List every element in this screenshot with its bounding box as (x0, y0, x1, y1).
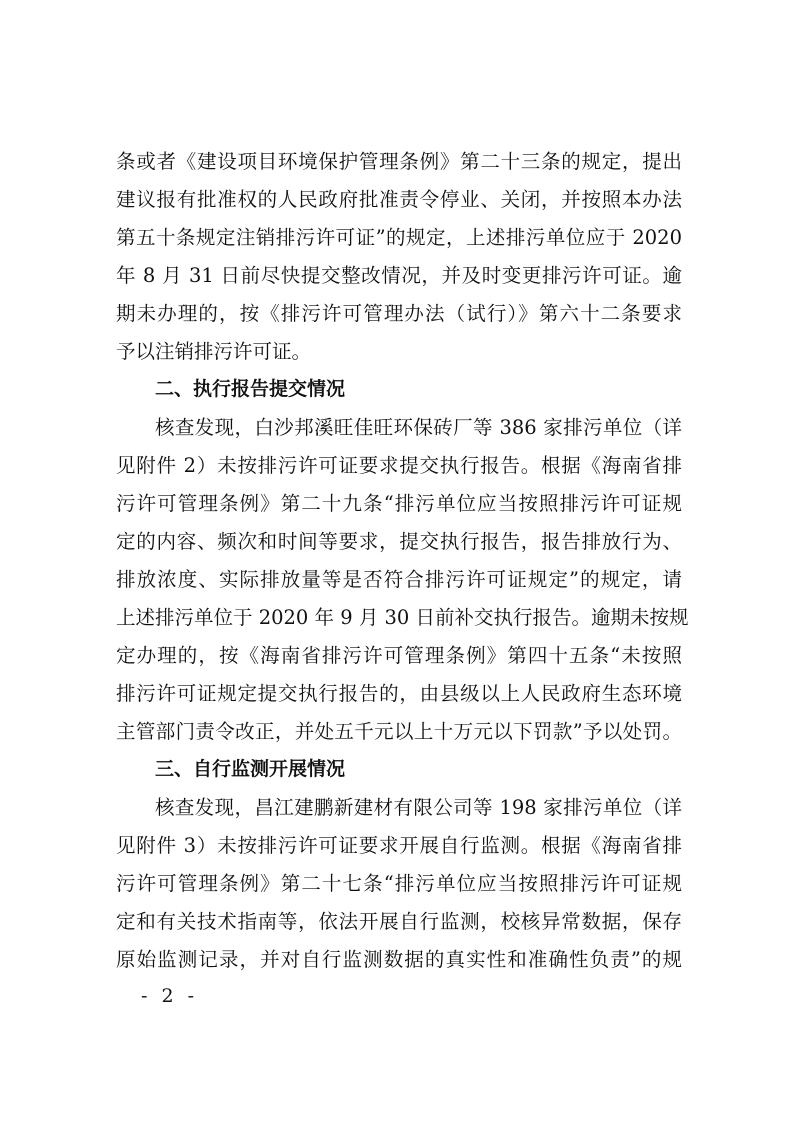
text-line: 第五十条规定注销排污许可证”的规定，上述排污单位应于 2020 (116, 226, 682, 249)
text-line: 定和有关技术指南等，依法开展自行监测，校核异常数据，保存 (116, 910, 682, 933)
text-line: 予以注销排污许可证。 (116, 340, 312, 363)
text-line: 建议报有批准权的人民政府批准责令停业、关闭，并按照本办法 (116, 188, 682, 211)
paragraph-execution-report (116, 412, 689, 747)
text-line: 期未办理的，按《排污许可管理办法（试行）》第六十二条要求 (116, 302, 682, 325)
text-line: 排放浓度、实际排放量等是否符合排污许可证规定”的规定，请 (116, 568, 682, 591)
text-line: 定办理的，按《海南省排污许可管理条例》第四十五条“未按照 (116, 644, 682, 667)
paragraph-intro (116, 146, 682, 367)
text-line: 年 8 月 31 日前尽快提交整改情况，并及时变更排污许可证。逾 (116, 264, 682, 287)
text-line: 原始监测记录，并对自行监测数据的真实性和准确性负责”的规 (116, 948, 682, 971)
section-heading-self-monitoring: 三、自行监测开展情况 (155, 758, 346, 780)
text-line: 污许可管理条例》第二十九条“排污单位应当按照排污许可证规 (116, 492, 682, 515)
text-line: 主管部门责令改正，并处五千元以上十万元以下罚款”予以处罚。 (116, 720, 682, 743)
paragraph-self-monitoring (116, 792, 682, 975)
text-line: 条或者《建设项目环境保护管理条例》第二十三条的规定，提出 (116, 150, 682, 173)
text-line: 见附件 3）未按排污许可证要求开展自行监测。根据《海南省排 (116, 834, 682, 857)
text-line: 见附件 2）未按排污许可证要求提交执行报告。根据《海南省排 (116, 454, 682, 477)
page-number: - 2 - (141, 985, 199, 1007)
text-line: 排污许可证规定提交执行报告的，由县级以上人民政府生态环境 (116, 682, 682, 705)
document-body (116, 146, 689, 982)
text-line: 核查发现，白沙邦溪旺佳旺环保砖厂等 386 家排污单位（详 (155, 416, 682, 439)
text-line: 定的内容、频次和时间等要求，提交执行报告，报告排放行为、 (116, 530, 682, 553)
text-line: 污许可管理条例》第二十七条“排污单位应当按照排污许可证规 (116, 872, 682, 895)
text-line: 核查发现，昌江建鹏新建材有限公司等 198 家排污单位（详 (155, 796, 682, 819)
text-line: 上述排污单位于 2020 年 9 月 30 日前补交执行报告。逾期未按规 (116, 606, 689, 629)
section-heading-execution-report: 二、执行报告提交情况 (155, 378, 346, 400)
